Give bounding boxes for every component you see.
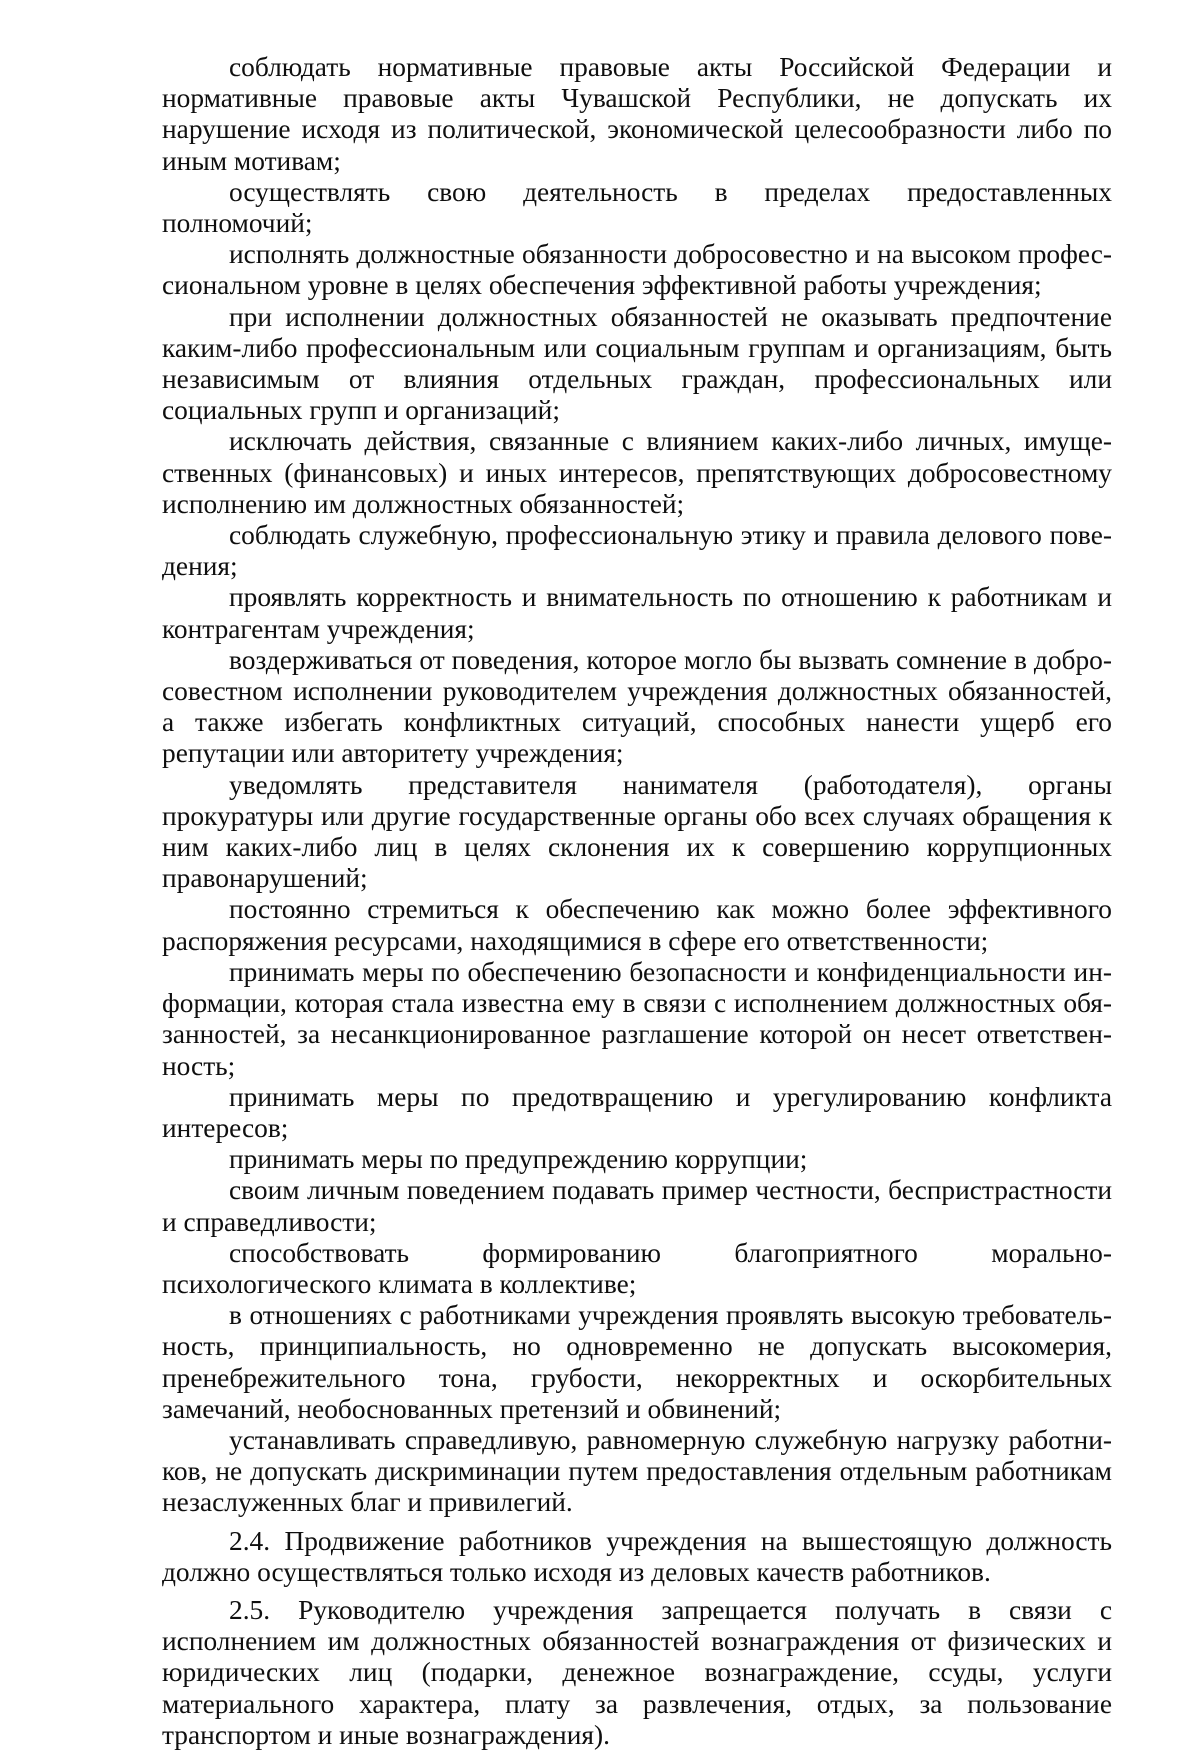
paragraph-confidentiality: принимать меры по обеспечению безопасности и конфиденциальности информации, которая стала известна ему в связи с исполнением должностных обязанностей, за несанкционированное разглашение которой он несет ответственность; <box>162 956 1112 1081</box>
paragraph-climate: способствовать формированию благоприятного морально-психологического климата в коллективе; <box>162 1237 1112 1299</box>
paragraph-section-2-5: 2.5. Руководителю учреждения запрещается получать в связи с исполнением им должностных обязанностей вознаграждения от физических и юридических лиц (подарки, денежное вознаграждение, ссуды, услуги материального характера, плату за развлечения, отдых, за пользование транспортом и иные вознаграждения). <box>162 1594 1112 1750</box>
paragraph-correctness: проявлять корректность и внимательность по отношению к работникам и контрагентам учреждения; <box>162 582 1112 644</box>
paragraph-relations-with-staff: в отношениях с работниками учреждения проявлять высокую требовательность, принципиальность, но одновременно не допускать высокомерия, пренебрежительного тона, грубости, некорректных и оскорбительных замечаний, необоснованных претензий и обвинений; <box>162 1300 1112 1424</box>
paragraph-no-preference: при исполнении должностных обязанностей не оказывать предпочтение каким-либо профессиональным или социальным группам и организациям, быть независимым от влияния отдельных граждан, профессиональных или социальных групп и организаций; <box>162 301 1112 426</box>
paragraph-section-2-4: 2.4. Продвижение работников учреждения на вышестоящую должность должно осуществляться только исходя из деловых качеств работников. <box>162 1525 1112 1587</box>
paragraph-avoid-doubt: воздерживаться от поведения, которое могло бы вызвать сомнение в добросовестном исполнении руководителем учреждения должностных обязанностей, а также избегать конфликтных ситуаций, способных нанести ущерб его репутации или авторитету учреждения; <box>162 644 1112 769</box>
paragraph-observe-legal-acts: соблюдать нормативные правовые акты Российской Федерации и нормативные правовые акты Чувашской Республики, не допускать их нарушение исходя из политической, экономической целесообразности либо по иным мотивам; <box>162 52 1112 176</box>
paragraph-conflict-of-interest: принимать меры по предотвращению и урегулированию конфликта интересов; <box>162 1081 1112 1143</box>
paragraph-within-powers: осуществлять свою деятельность в пределах предоставленных полномочий; <box>162 176 1112 239</box>
paragraph-exclude-interests: исключать действия, связанные с влиянием каких-либо личных, имущественных (финансовых) и иных интересов, препятствующих добросовестному исполнению им должностных обязанностей; <box>162 426 1112 519</box>
paragraph-workload: устанавливать справедливую, равномерную служебную нагрузку работников, не допускать дискриминации путем предоставления отдельным работникам незаслуженных благ и привилегий. <box>162 1424 1112 1518</box>
paragraph-prevent-corruption: принимать меры по предупреждению коррупции; <box>229 1144 808 1175</box>
paragraph-resource-management: постоянно стремиться к обеспечению как можно более эффективного распоряжения ресурсами, находящимися в сфере его ответственности; <box>162 894 1112 956</box>
paragraph-personal-example: своим личным поведением подавать пример честности, беспристрастности и справедливости; <box>162 1175 1112 1237</box>
paragraph-notify-employer: уведомлять представителя нанимателя (работодателя), органы прокуратуры или другие государственные органы обо всех случаях обращения к ним каких-либо лиц в целях склонения их к совершению коррупционных правонарушений; <box>162 769 1112 894</box>
paragraph-perform-duties: исполнять должностные обязанности добросовестно и на высоком профессиональном уровне в целях обеспечения эффективной работы учреждения; <box>162 239 1112 301</box>
paragraph-ethics: соблюдать служебную, профессиональную этику и правила делового поведения; <box>162 520 1112 582</box>
